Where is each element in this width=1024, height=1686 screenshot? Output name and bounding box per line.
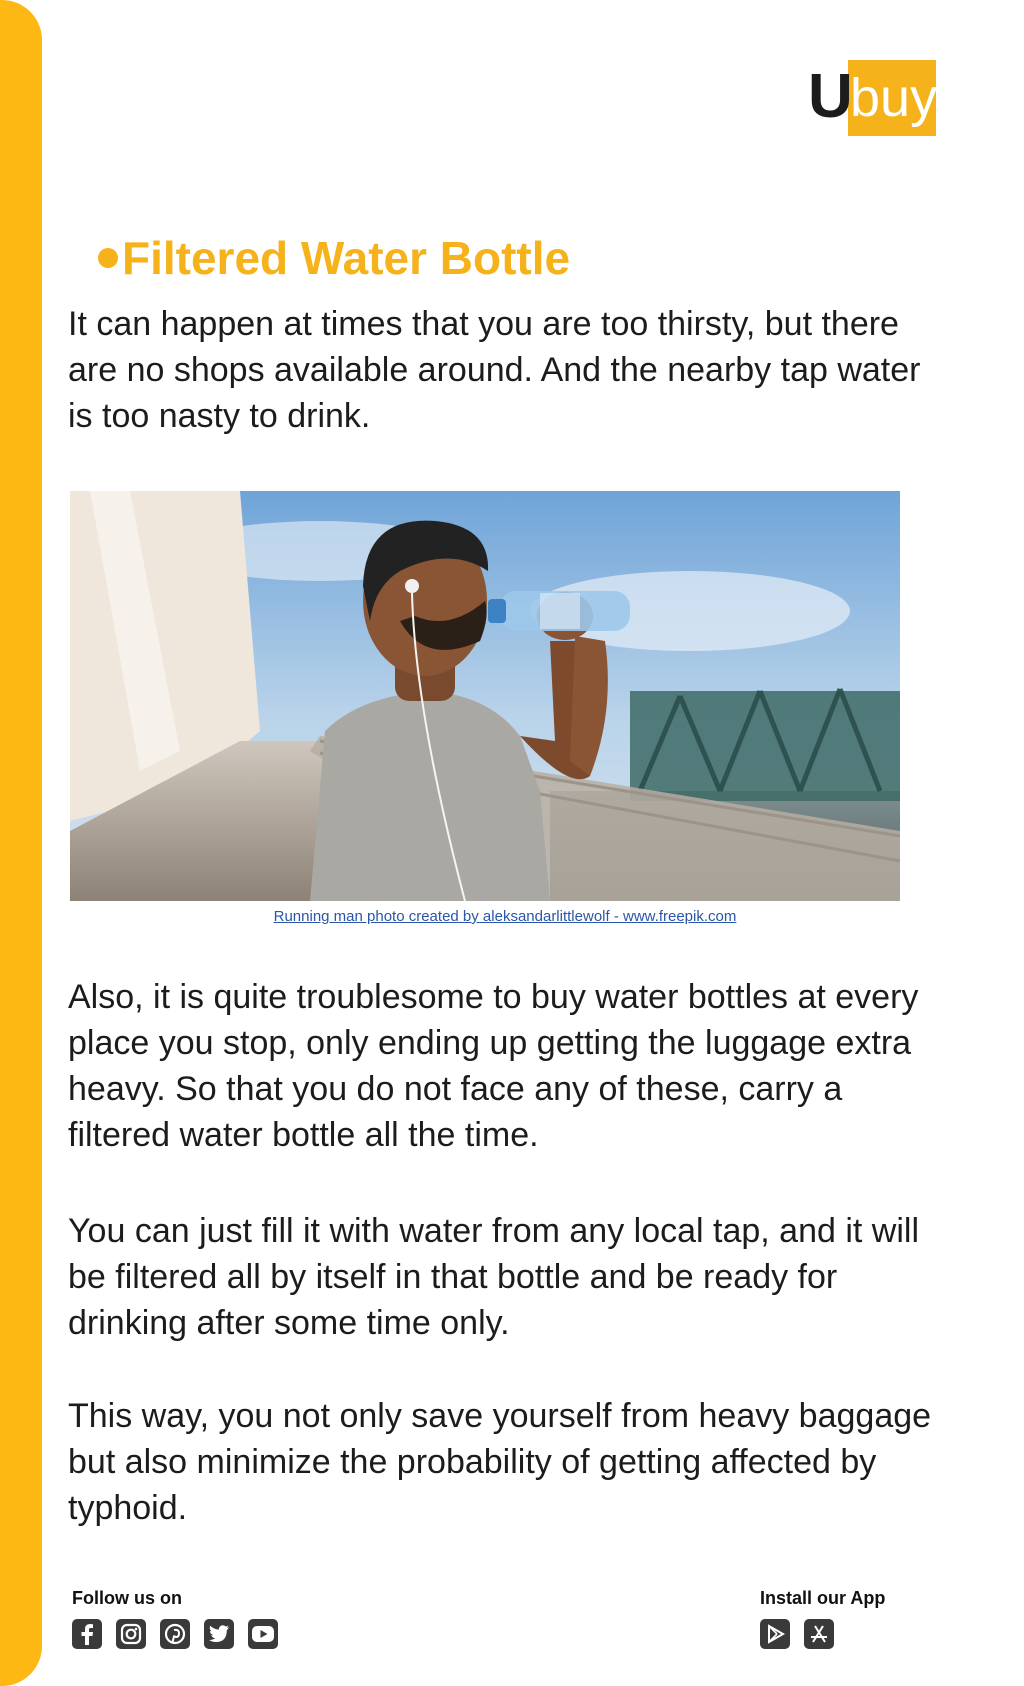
man-drinking-water-photo [70, 491, 900, 901]
ubuy-logo[interactable] [808, 60, 936, 138]
logo-buy-text: buy [850, 68, 938, 128]
paragraph-fill-tap: You can just fill it with water from any local tap, and it will be filtered all by itself in that bottle and be ready for drinking after some time only. [68, 1212, 920, 1342]
bullet-dot [98, 248, 118, 268]
logo-box [848, 60, 936, 136]
app-store-links [760, 1619, 834, 1649]
image-credit-link[interactable]: Running man photo created by aleksandarlittlewolf - www.freepik.com [273, 908, 737, 925]
paragraph-troublesome: Also, it is quite troublesome to buy water bottles at every place you stop, only ending up getting the luggage extra heavy. So that you do not face any of these, carry a filtered water bottle all the time. [68, 978, 919, 1154]
heading-text: Filtered Water Bottle [122, 232, 571, 284]
app-store-icon[interactable] [804, 1619, 834, 1649]
install-app-label: Install our App [760, 1588, 886, 1608]
youtube-icon[interactable] [248, 1619, 278, 1649]
side-accent-bar [0, 0, 42, 1686]
logo-u-text: U [808, 62, 853, 131]
twitter-icon[interactable] [204, 1619, 234, 1649]
facebook-icon[interactable] [72, 1619, 102, 1649]
google-play-icon[interactable] [760, 1619, 790, 1649]
pinterest-icon[interactable] [160, 1619, 190, 1649]
social-links [72, 1619, 278, 1649]
paragraph-intro: It can happen at times that you are too thirsty, but there are no shops available around. And the nearby tap water is too nasty to drink. [68, 305, 921, 435]
follow-us-label: Follow us on [72, 1588, 182, 1608]
instagram-icon[interactable] [116, 1619, 146, 1649]
section-heading [98, 228, 570, 288]
paragraph-benefit: This way, you not only save yourself from heavy baggage but also minimize the probability of getting affected by typhoid. [68, 1397, 932, 1527]
